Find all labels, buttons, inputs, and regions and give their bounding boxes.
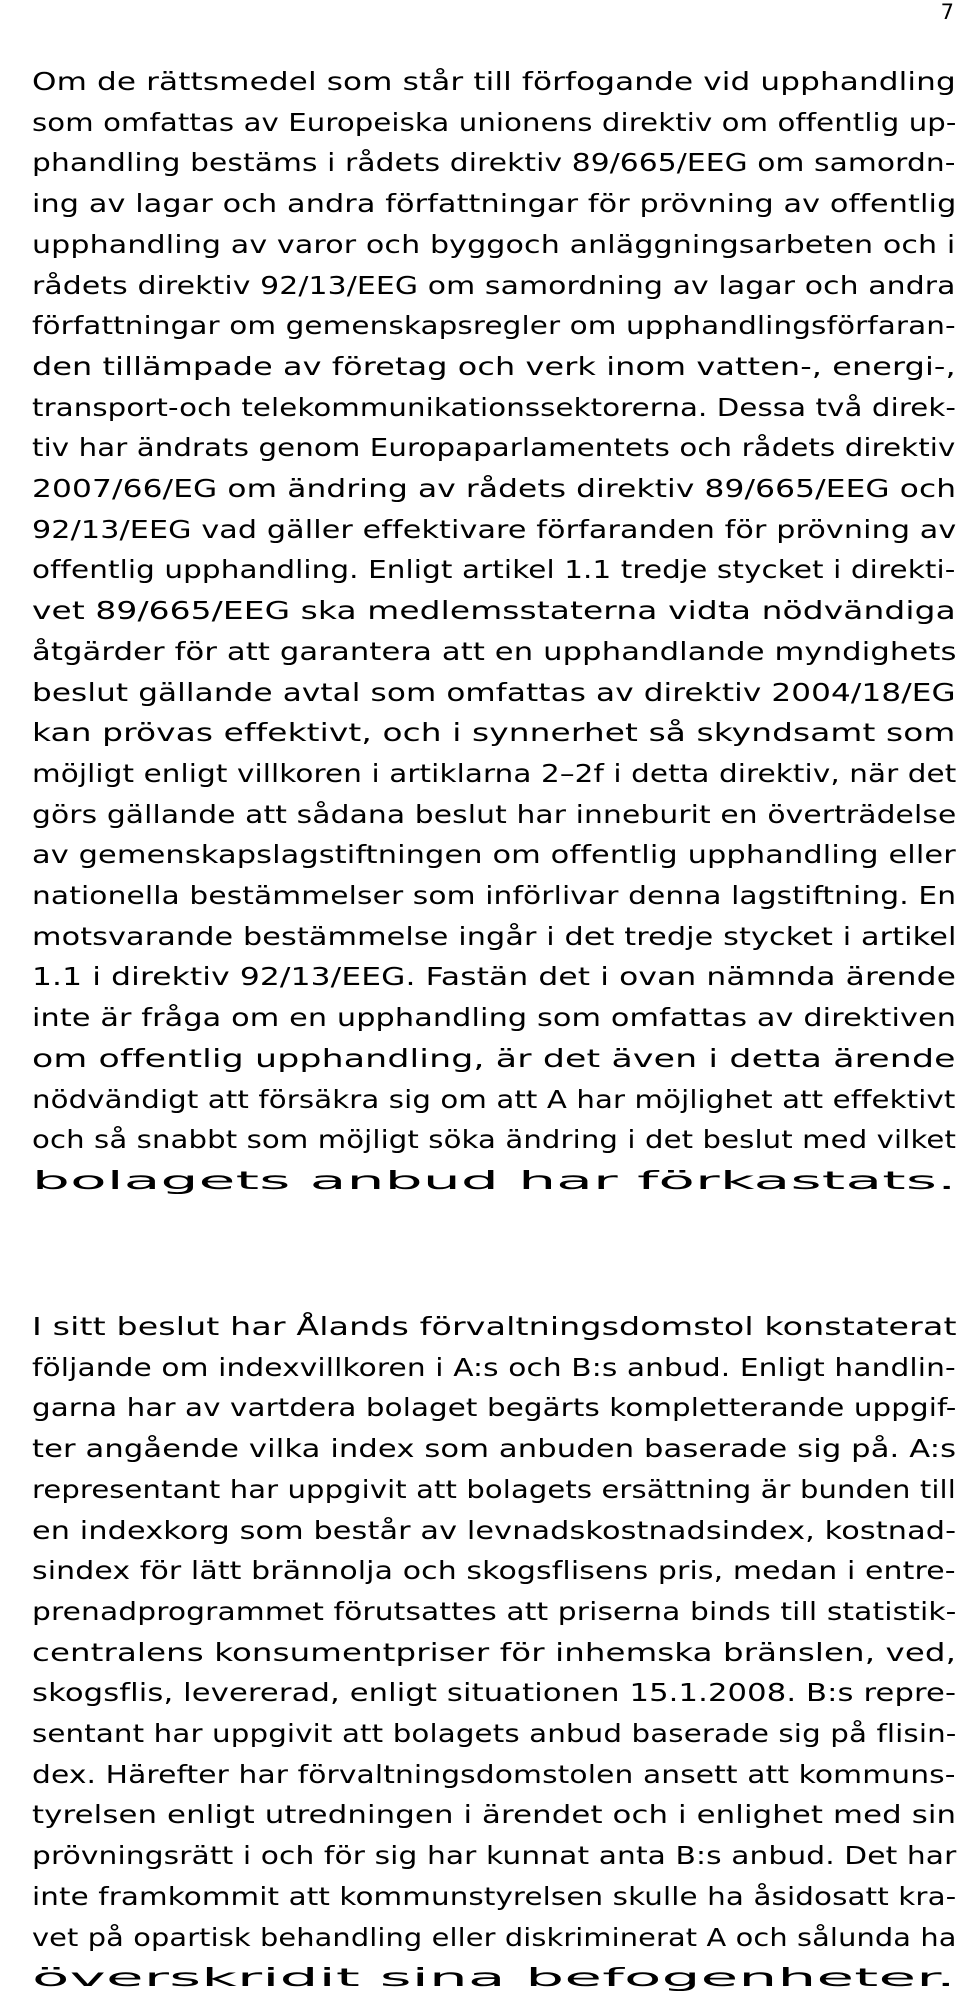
text-line: 1.1 i direktiv 92/13/EEG. Fastän det i ovan nämnda ärende xyxy=(32,962,956,992)
text-line: vet på opartisk behandling eller diskriminerat A och sålunda ha xyxy=(32,1922,957,1952)
text-line: offentlig upphandling. Enligt artikel 1.1 tredje stycket i direkti- xyxy=(32,555,956,585)
text-line: nationella bestämmelser som införlivar denna lagstiftning. En xyxy=(32,881,957,911)
text-line: garna har av vartdera bolaget begärts kompletterande uppgif- xyxy=(32,1393,957,1423)
text-line: följande om indexvillkoren i A:s och B:s anbud. Enligt handlin- xyxy=(32,1352,956,1382)
text-line: sindex för lätt brännolja och skogsflisens pris, medan i entre- xyxy=(32,1556,956,1586)
text-line: sentant har uppgivit att bolagets anbud baserade sig på flisin- xyxy=(32,1719,957,1749)
text-line: upphandling av varor och byggoch anläggningsarbeten och i xyxy=(32,229,956,259)
text-line: prenadprogrammet förutsattes att priserna binds till statistik- xyxy=(32,1596,957,1626)
text-line: kan prövas effektivt, och i synnerhet så skyndsamt som xyxy=(32,718,956,748)
text-line: ing av lagar och andra författningar för prövning av offentlig xyxy=(32,189,957,219)
text-line: görs gällande att sådana beslut har inneburit en överträdelse xyxy=(32,799,957,829)
text-line: inte framkommit att kommunstyrelsen skulle ha åsidosatt kra- xyxy=(32,1881,957,1911)
text-line: åtgärder för att garantera att en upphandlande myndighets xyxy=(32,636,957,666)
text-line: prövningsrätt i och för sig har kunnat anta B:s anbud. Det har xyxy=(32,1841,957,1871)
text-line: phandling bestäms i rådets direktiv 89/665/EEG om samordn- xyxy=(32,148,956,178)
text-line: transport-och telekommunikationssektorerna. Dessa två direk- xyxy=(32,392,957,422)
paragraph-legal-remedies xyxy=(32,62,960,1202)
page-number: 7 xyxy=(940,0,954,24)
text-line: Om de rättsmedel som står till förfogande vid upphandling xyxy=(32,67,956,96)
text-line: tyrelsen enligt utredningen i ärendet och i enlighet med sin xyxy=(32,1800,957,1830)
text-line: ter angående vilka index som anbuden baserade sig på. A:s xyxy=(32,1434,957,1464)
text-line: tiv har ändrats genom Europaparlamentets och rådets direktiv xyxy=(32,433,956,463)
text-line: centralens konsumentpriser för inhemska bränslen, ved, xyxy=(32,1637,957,1667)
text-line: rådets direktiv 92/13/EEG om samordning av lagar och andra xyxy=(32,270,956,300)
text-line: I sitt beslut har Ålands förvaltningsdomstol konstaterat xyxy=(32,1312,957,1341)
text-line: dex. Härefter har förvaltningsdomstolen ansett att kommuns- xyxy=(32,1759,956,1789)
text-line: motsvarande bestämmelse ingår i det tredje stycket i artikel xyxy=(32,921,957,951)
text-line: och så snabbt som möjligt söka ändring i det beslut med vilket xyxy=(32,1125,956,1155)
text-line: av gemenskapslagstiftningen om offentlig upphandling eller xyxy=(32,840,956,870)
text-line: möjligt enligt villkoren i artiklarna 2–2f i detta direktiv, när det xyxy=(32,758,957,788)
text-line: skogsflis, levererad, enligt situationen 15.1.2008. B:s repre- xyxy=(32,1678,957,1708)
text-line: bolagets anbud har förkastats. xyxy=(32,1165,957,1195)
text-line: som omfattas av Europeiska unionens direktiv om offentlig up- xyxy=(32,107,957,137)
text-line: beslut gällande avtal som omfattas av direktiv 2004/18/EG xyxy=(32,677,956,707)
text-line: en indexkorg som består av levnadskostnadsindex, kostnad- xyxy=(32,1515,957,1545)
text-line: inte är fråga om en upphandling som omfattas av direktiven xyxy=(32,1003,957,1033)
text-line: 92/13/EEG vad gäller effektivare förfaranden för prövning av xyxy=(32,514,957,544)
text-line: överskridit sina befogenheter. xyxy=(32,1963,956,1993)
text-line: nödvändigt att försäkra sig om att A har möjlighet att effektivt xyxy=(32,1084,956,1114)
paragraph-court-decision xyxy=(32,1307,960,1999)
text-line: om offentlig upphandling, är det även i detta ärende xyxy=(32,1043,956,1073)
text-line: den tillämpade av företag och verk inom vatten-, energi-, xyxy=(32,351,956,381)
text-line: representant har uppgivit att bolagets ersättning är bunden till xyxy=(32,1474,956,1504)
text-line: vet 89/665/EEG ska medlemsstaterna vidta nödvändiga xyxy=(32,596,956,626)
text-line: författningar om gemenskapsregler om upphandlingsförfaran- xyxy=(32,311,956,341)
text-line: 2007/66/EG om ändring av rådets direktiv 89/665/EEG och xyxy=(32,474,957,504)
